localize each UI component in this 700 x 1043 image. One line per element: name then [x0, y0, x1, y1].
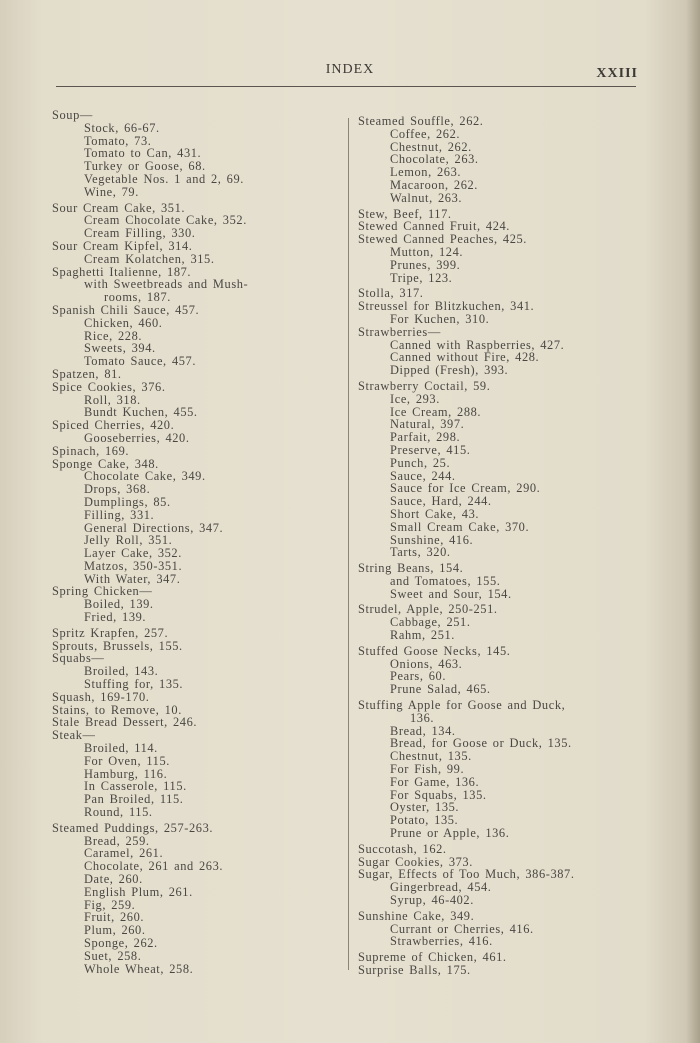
- index-entry: Strawberries—: [358, 324, 441, 339]
- index-subentry: Parfait, 298.: [390, 430, 461, 445]
- index-subentry: Matzos, 350-351.: [84, 558, 183, 573]
- index-subentry: Sauce, Hard, 244.: [390, 494, 492, 509]
- index-subentry: Bread, 134.: [390, 723, 456, 738]
- index-subentry: Rahm, 251.: [390, 628, 455, 643]
- index-subentry: For Fish, 99.: [390, 762, 465, 777]
- index-subentry: Lemon, 263.: [390, 165, 462, 180]
- index-entry: String Beans, 154.: [358, 561, 464, 576]
- index-subentry: Jelly Roll, 351.: [84, 533, 173, 548]
- index-entry: Spinach, 169.: [52, 443, 130, 458]
- index-subentry: Stock, 66-67.: [84, 120, 160, 135]
- index-entry: Stewed Canned Fruit, 424.: [358, 219, 510, 234]
- index-subentry: Natural, 397.: [390, 417, 465, 432]
- index-subentry: Bundt Kuchen, 455.: [84, 405, 198, 420]
- index-subentry: Short Cake, 43.: [390, 506, 480, 521]
- index-subentry: Fried, 139.: [84, 610, 147, 625]
- index-subentry: For Oven, 115.: [84, 753, 170, 768]
- index-entry: Steak—: [52, 728, 96, 743]
- index-entry: Spring Chicken—: [52, 584, 153, 599]
- index-subentry: rooms, 187.: [104, 290, 171, 305]
- index-subentry: In Casserole, 115.: [84, 779, 187, 794]
- index-subentry: Suet, 258.: [84, 948, 142, 963]
- index-subentry: Preserve, 415.: [390, 442, 471, 457]
- index-entry: Spatzen, 81.: [52, 366, 122, 381]
- index-subentry: Prune Salad, 465.: [390, 682, 491, 697]
- index-subentry: Prune or Apple, 136.: [390, 826, 510, 841]
- index-entry: Squabs—: [52, 651, 105, 666]
- index-entry: Sour Cream Kipfel, 314.: [52, 238, 193, 253]
- index-subentry: Sponge, 262.: [84, 936, 158, 950]
- index-column-left: [52, 109, 342, 975]
- index-entry: Succotash, 162.: [358, 841, 447, 856]
- page-number: XXIII: [596, 66, 638, 81]
- index-subentry: Syrup, 46-402.: [390, 893, 474, 908]
- index-subentry: Gingerbread, 454.: [390, 880, 492, 895]
- index-entry: Stewed Canned Peaches, 425.: [358, 232, 528, 247]
- index-subentry: with Sweetbreads and Mush-: [84, 277, 249, 292]
- index-subentry: Tomato Sauce, 457.: [84, 354, 197, 369]
- column-divider: [348, 118, 349, 970]
- index-subentry: Hamburg, 116.: [84, 766, 168, 781]
- index-subentry: With Water, 347.: [84, 571, 181, 586]
- index-subentry: Plum, 260.: [84, 923, 146, 938]
- index-subentry: Tarts, 320.: [390, 545, 451, 560]
- index-entry: Steamed Souffle, 262.: [358, 114, 484, 128]
- index-subentry: Roll, 318.: [84, 392, 141, 407]
- index-subentry: Bread, 259.: [84, 833, 150, 848]
- header-rule: [56, 86, 636, 87]
- index-subentry: Ice Cream, 288.: [390, 404, 482, 419]
- index-subentry: Chestnut, 262.: [390, 139, 472, 154]
- index-entry: Sprouts, Brussels, 155.: [52, 638, 183, 653]
- index-subentry: Chicken, 460.: [84, 315, 163, 330]
- index-entry: Stolla, 317.: [358, 286, 424, 301]
- index-entry: Soup—: [52, 108, 93, 122]
- index-subentry: Filling, 331.: [84, 507, 155, 522]
- index-entry: Stains, to Remove, 10.: [52, 702, 182, 717]
- index-entry: Steamed Puddings, 257-263.: [52, 820, 214, 835]
- index-entry: Stuffed Goose Necks, 145.: [358, 643, 511, 658]
- index-subentry: Macaroon, 262.: [390, 177, 479, 192]
- index-subentry: Tomato to Can, 431.: [84, 146, 202, 161]
- index-subentry: Punch, 25.: [390, 455, 451, 470]
- index-subentry: Cabbage, 251.: [390, 615, 471, 630]
- index-subentry: Potato, 135.: [390, 813, 459, 828]
- index-entry: Strawberry Coctail, 59.: [358, 378, 491, 393]
- index-subentry: Wine, 79.: [84, 184, 139, 199]
- index-entry: Streussel for Blitzkuchen, 341.: [358, 299, 535, 314]
- index-subentry: Tripe, 123.: [390, 270, 453, 285]
- index-entry: Sugar Cookies, 373.: [358, 854, 473, 869]
- index-entry: Supreme of Chicken, 461.: [358, 950, 507, 965]
- index-subentry: Turkey or Goose, 68.: [84, 159, 206, 174]
- index-subentry: Chestnut, 135.: [390, 749, 472, 764]
- index-subentry: Layer Cake, 352.: [84, 546, 182, 561]
- index-subentry: Pan Broiled, 115.: [84, 792, 184, 807]
- index-subentry: For Kuchen, 310.: [390, 311, 490, 326]
- index-entry: Sugar, Effects of Too Much, 386-387.: [358, 867, 575, 882]
- index-subentry: Caramel, 261.: [84, 846, 164, 861]
- index-subentry: General Directions, 347.: [84, 520, 224, 535]
- index-subentry: Dumplings, 85.: [84, 494, 171, 509]
- index-subentry: Pears, 60.: [390, 669, 447, 684]
- page-edge-shadow: [686, 0, 700, 1043]
- index-subentry: 136.: [410, 710, 435, 725]
- index-subentry: Vegetable Nos. 1 and 2, 69.: [84, 171, 244, 186]
- index-subentry: Currant or Cherries, 416.: [390, 921, 534, 936]
- index-subentry: Fig, 259.: [84, 897, 136, 912]
- index-subentry: Boiled, 139.: [84, 597, 154, 612]
- index-entry: Stuffing Apple for Goose and Duck,: [358, 698, 566, 713]
- index-entry: Spiced Cherries, 420.: [52, 418, 175, 433]
- index-subentry: Canned with Raspberries, 427.: [390, 337, 565, 352]
- index-entry: Spritz Krapfen, 257.: [52, 625, 169, 640]
- index-subentry: Chocolate, 263.: [390, 152, 479, 167]
- index-subentry: Round, 115.: [84, 805, 153, 820]
- index-entry: Surprise Balls, 175.: [358, 963, 471, 977]
- index-subentry: Bread, for Goose or Duck, 135.: [390, 736, 572, 751]
- index-entry: Sunshine Cake, 349.: [358, 908, 475, 923]
- index-subentry: Walnut, 263.: [390, 190, 463, 205]
- index-subentry: Whole Wheat, 258.: [84, 961, 194, 976]
- index-entry: Spaghetti Italienne, 187.: [52, 264, 192, 279]
- index-subentry: Coffee, 262.: [390, 126, 461, 141]
- index-subentry: Mutton, 124.: [390, 244, 464, 259]
- index-entry: Spanish Chili Sauce, 457.: [52, 302, 200, 317]
- index-entry: Spice Cookies, 376.: [52, 379, 166, 394]
- index-subentry: Sauce, 244.: [390, 468, 456, 483]
- index-entry: Sponge Cake, 348.: [52, 456, 159, 471]
- index-subentry: Oyster, 135.: [390, 800, 460, 815]
- index-subentry: Fruit, 260.: [84, 910, 145, 925]
- index-subentry: Strawberries, 416.: [390, 934, 493, 949]
- index-subentry: Small Cream Cake, 370.: [390, 519, 530, 534]
- index-subentry: Date, 260.: [84, 872, 143, 887]
- index-subentry: Dipped (Fresh), 393.: [390, 363, 509, 378]
- index-subentry: Gooseberries, 420.: [84, 430, 190, 445]
- index-subentry: Chocolate Cake, 349.: [84, 469, 206, 484]
- index-column-right: [358, 115, 648, 977]
- index-subentry: Tomato, 73.: [84, 133, 152, 148]
- index-entry: Sour Cream Cake, 351.: [52, 200, 186, 215]
- index-subentry: Chocolate, 261 and 263.: [84, 859, 224, 874]
- index-subentry: Rice, 228.: [84, 328, 143, 343]
- index-subentry: Sunshine, 416.: [390, 532, 474, 547]
- index-subentry: Sauce for Ice Cream, 290.: [390, 481, 541, 496]
- index-subentry: Cream Filling, 330.: [84, 226, 196, 241]
- index-subentry: Canned without Fire, 428.: [390, 350, 540, 365]
- index-subentry: Onions, 463.: [390, 656, 463, 671]
- index-subentry: Broiled, 143.: [84, 664, 159, 679]
- index-entry: Stew, Beef, 117.: [358, 206, 452, 221]
- index-subentry: Sweet and Sour, 154.: [390, 586, 512, 601]
- index-subentry: Stuffing for, 135.: [84, 677, 184, 692]
- index-subentry: Ice, 293.: [390, 391, 440, 406]
- index-subentry: Cream Kolatchen, 315.: [84, 251, 215, 266]
- index-subentry: and Tomatoes, 155.: [390, 573, 501, 588]
- index-subentry: Cream Chocolate Cake, 352.: [84, 213, 247, 228]
- index-subentry: Drops, 368.: [84, 482, 151, 497]
- index-subentry: For Squabs, 135.: [390, 787, 487, 802]
- index-subentry: For Game, 136.: [390, 774, 480, 789]
- index-subentry: Sweets, 394.: [84, 341, 156, 356]
- index-subentry: Prunes, 399.: [390, 257, 461, 272]
- index-entry: Squash, 169-170.: [52, 689, 150, 704]
- page-title: INDEX: [325, 62, 375, 77]
- index-entry: Stale Bread Dessert, 246.: [52, 715, 198, 730]
- index-subentry: English Plum, 261.: [84, 884, 193, 899]
- index-entry: Strudel, Apple, 250-251.: [358, 602, 498, 617]
- index-subentry: Broiled, 114.: [84, 741, 158, 756]
